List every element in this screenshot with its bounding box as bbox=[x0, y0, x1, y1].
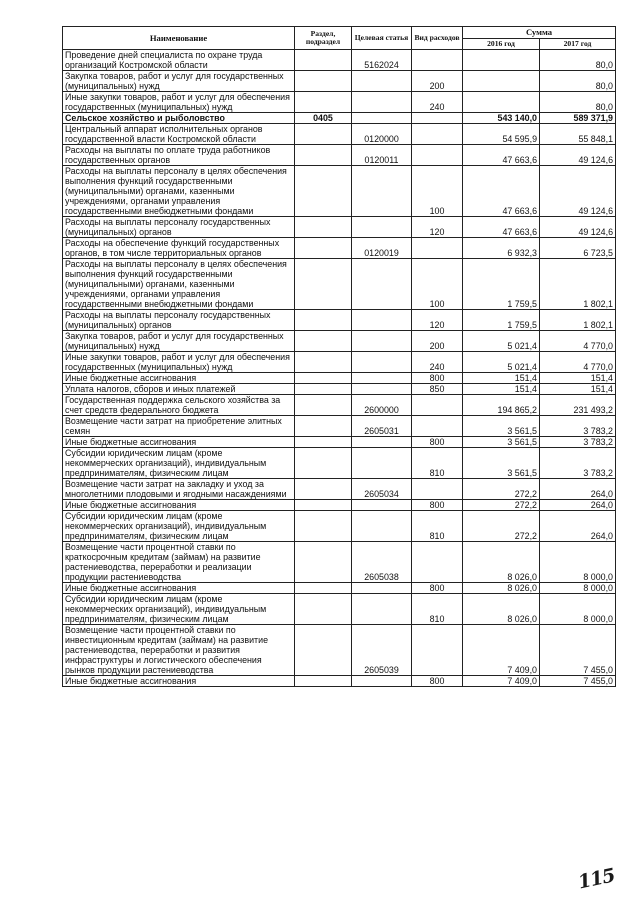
table-row bbox=[63, 511, 616, 542]
cell-type: 810 bbox=[412, 448, 463, 479]
cell-target bbox=[352, 384, 412, 395]
cell-type: 800 bbox=[412, 500, 463, 511]
table-row bbox=[63, 594, 616, 625]
cell-y2017: 231 493,2 bbox=[540, 395, 616, 416]
cell-y2017: 4 770,0 bbox=[540, 352, 616, 373]
cell-name: Расходы на выплаты персоналу государственных (муниципальных) органов bbox=[63, 217, 295, 238]
cell-target bbox=[352, 676, 412, 687]
cell-type bbox=[412, 113, 463, 124]
table-row bbox=[63, 310, 616, 331]
cell-type: 100 bbox=[412, 259, 463, 310]
table-row bbox=[63, 50, 616, 71]
cell-type bbox=[412, 145, 463, 166]
cell-y2017: 7 455,0 bbox=[540, 676, 616, 687]
table-row bbox=[63, 583, 616, 594]
cell-y2016: 54 595,9 bbox=[463, 124, 540, 145]
table-row bbox=[63, 259, 616, 310]
header-section: Раздел, подраздел bbox=[295, 27, 352, 50]
cell-section bbox=[295, 259, 352, 310]
cell-name: Сельское хозяйство и рыболовство bbox=[63, 113, 295, 124]
cell-type: 120 bbox=[412, 310, 463, 331]
cell-section bbox=[295, 92, 352, 113]
cell-name: Расходы на выплаты персоналу государственных (муниципальных) органов bbox=[63, 310, 295, 331]
cell-name: Уплата налогов, сборов и иных платежей bbox=[63, 384, 295, 395]
cell-type bbox=[412, 416, 463, 437]
cell-target: 0120000 bbox=[352, 124, 412, 145]
cell-section bbox=[295, 594, 352, 625]
cell-type bbox=[412, 479, 463, 500]
budget-table bbox=[62, 26, 616, 687]
header-sum: Сумма bbox=[463, 27, 616, 39]
cell-y2017: 49 124,6 bbox=[540, 217, 616, 238]
cell-section bbox=[295, 352, 352, 373]
cell-y2016: 3 561,5 bbox=[463, 416, 540, 437]
cell-target bbox=[352, 259, 412, 310]
cell-target bbox=[352, 113, 412, 124]
cell-name: Возмещение части затрат на приобретение элитных семян bbox=[63, 416, 295, 437]
cell-y2017: 151,4 bbox=[540, 373, 616, 384]
cell-y2016: 5 021,4 bbox=[463, 331, 540, 352]
cell-target bbox=[352, 594, 412, 625]
header-year-2017: 2017 год bbox=[540, 38, 616, 50]
table-row bbox=[63, 124, 616, 145]
cell-y2017: 8 000,0 bbox=[540, 583, 616, 594]
cell-section bbox=[295, 217, 352, 238]
table-row bbox=[63, 500, 616, 511]
cell-type: 120 bbox=[412, 217, 463, 238]
cell-y2016: 3 561,5 bbox=[463, 437, 540, 448]
table-row bbox=[63, 331, 616, 352]
cell-name: Расходы на выплаты персоналу в целях обеспечения выполнения функций государственными (муниципальными) органами, казенными учреждениями, органами управления государственными внебюджетными фондами bbox=[63, 166, 295, 217]
table-row bbox=[63, 479, 616, 500]
table-row bbox=[63, 625, 616, 676]
cell-y2017: 6 723,5 bbox=[540, 238, 616, 259]
cell-target: 0120019 bbox=[352, 238, 412, 259]
cell-name: Субсидии юридическим лицам (кроме некоммерческих организаций), индивидуальным предпринимателям, физическим лицам bbox=[63, 594, 295, 625]
cell-y2017: 80,0 bbox=[540, 71, 616, 92]
cell-y2016: 47 663,6 bbox=[463, 166, 540, 217]
cell-section bbox=[295, 437, 352, 448]
cell-y2016: 7 409,0 bbox=[463, 676, 540, 687]
cell-y2016: 543 140,0 bbox=[463, 113, 540, 124]
cell-section bbox=[295, 145, 352, 166]
cell-y2016 bbox=[463, 92, 540, 113]
cell-y2016: 194 865,2 bbox=[463, 395, 540, 416]
cell-y2017: 1 802,1 bbox=[540, 310, 616, 331]
cell-y2016: 151,4 bbox=[463, 384, 540, 395]
cell-section bbox=[295, 166, 352, 217]
table-row bbox=[63, 92, 616, 113]
cell-name: Возмещение части процентной ставки по краткосрочным кредитам (займам) на развитие растениеводства, переработки и реализации продукции растениеводства bbox=[63, 542, 295, 583]
table-row bbox=[63, 416, 616, 437]
cell-name: Иные бюджетные ассигнования bbox=[63, 437, 295, 448]
header-type: Вид расходов bbox=[412, 27, 463, 50]
cell-name: Иные бюджетные ассигнования bbox=[63, 500, 295, 511]
table-row bbox=[63, 676, 616, 687]
cell-target bbox=[352, 71, 412, 92]
cell-type bbox=[412, 50, 463, 71]
cell-name: Закупка товаров, работ и услуг для государственных (муниципальных) нужд bbox=[63, 71, 295, 92]
cell-name: Возмещение части затрат на закладку и уход за многолетними плодовыми и ягодными насаждениями bbox=[63, 479, 295, 500]
cell-target: 0120011 bbox=[352, 145, 412, 166]
cell-type: 810 bbox=[412, 594, 463, 625]
cell-y2016: 1 759,5 bbox=[463, 259, 540, 310]
cell-y2017: 49 124,6 bbox=[540, 145, 616, 166]
table-row bbox=[63, 145, 616, 166]
cell-target bbox=[352, 166, 412, 217]
table-row bbox=[63, 384, 616, 395]
cell-target bbox=[352, 92, 412, 113]
cell-y2016: 272,2 bbox=[463, 511, 540, 542]
table-row bbox=[63, 217, 616, 238]
cell-section bbox=[295, 50, 352, 71]
cell-target bbox=[352, 448, 412, 479]
cell-type bbox=[412, 395, 463, 416]
budget-table-sheet bbox=[62, 26, 615, 687]
cell-y2017: 264,0 bbox=[540, 479, 616, 500]
cell-section bbox=[295, 583, 352, 594]
cell-section bbox=[295, 542, 352, 583]
cell-type: 800 bbox=[412, 583, 463, 594]
cell-y2017: 589 371,9 bbox=[540, 113, 616, 124]
table-body bbox=[63, 50, 616, 687]
table-row bbox=[63, 448, 616, 479]
table-row bbox=[63, 71, 616, 92]
table-row bbox=[63, 373, 616, 384]
cell-name: Расходы на выплаты персоналу в целях обеспечения выполнения функций государственными (муниципальными) органами, казенными учреждениями, органами управления государственными внебюджетными фондами bbox=[63, 259, 295, 310]
cell-target: 2600000 bbox=[352, 395, 412, 416]
cell-y2016: 272,2 bbox=[463, 500, 540, 511]
cell-y2016: 1 759,5 bbox=[463, 310, 540, 331]
cell-y2017: 4 770,0 bbox=[540, 331, 616, 352]
cell-type: 200 bbox=[412, 331, 463, 352]
cell-y2016 bbox=[463, 50, 540, 71]
cell-type bbox=[412, 542, 463, 583]
cell-section bbox=[295, 676, 352, 687]
cell-y2017: 151,4 bbox=[540, 384, 616, 395]
cell-type: 240 bbox=[412, 352, 463, 373]
cell-y2016: 8 026,0 bbox=[463, 594, 540, 625]
cell-y2017: 264,0 bbox=[540, 511, 616, 542]
cell-name: Иные закупки товаров, работ и услуг для обеспечения государственных (муниципальных) нужд bbox=[63, 92, 295, 113]
cell-name: Субсидии юридическим лицам (кроме некоммерческих организаций), индивидуальным предпринимателям, физическим лицам bbox=[63, 448, 295, 479]
cell-y2017: 3 783,2 bbox=[540, 448, 616, 479]
cell-name: Иные бюджетные ассигнования bbox=[63, 676, 295, 687]
cell-y2016 bbox=[463, 71, 540, 92]
cell-name: Субсидии юридическим лицам (кроме некоммерческих организаций), индивидуальным предпринимателям, физическим лицам bbox=[63, 511, 295, 542]
cell-target bbox=[352, 511, 412, 542]
cell-section bbox=[295, 625, 352, 676]
cell-type bbox=[412, 238, 463, 259]
cell-section bbox=[295, 384, 352, 395]
cell-y2017: 3 783,2 bbox=[540, 437, 616, 448]
cell-y2016: 151,4 bbox=[463, 373, 540, 384]
table-row bbox=[63, 166, 616, 217]
cell-section bbox=[295, 331, 352, 352]
cell-y2016: 272,2 bbox=[463, 479, 540, 500]
cell-y2017: 3 783,2 bbox=[540, 416, 616, 437]
cell-section bbox=[295, 479, 352, 500]
cell-name: Государственная поддержка сельского хозяйства за счет средств федерального бюджета bbox=[63, 395, 295, 416]
cell-y2017: 8 000,0 bbox=[540, 542, 616, 583]
page-number: 115 bbox=[576, 864, 617, 894]
cell-target bbox=[352, 310, 412, 331]
cell-target bbox=[352, 583, 412, 594]
table-row bbox=[63, 113, 616, 124]
table-row bbox=[63, 238, 616, 259]
cell-target: 2605034 bbox=[352, 479, 412, 500]
cell-y2016: 5 021,4 bbox=[463, 352, 540, 373]
cell-y2017: 55 848,1 bbox=[540, 124, 616, 145]
cell-y2017: 7 455,0 bbox=[540, 625, 616, 676]
cell-section bbox=[295, 395, 352, 416]
table-row bbox=[63, 352, 616, 373]
cell-type: 850 bbox=[412, 384, 463, 395]
cell-type bbox=[412, 124, 463, 145]
cell-name: Возмещение части процентной ставки по инвестиционным кредитам (займам) на развитие растениеводства, переработки и развития инфраструктуры и логистического обеспечения рынков продукции растениеводства bbox=[63, 625, 295, 676]
cell-y2017: 8 000,0 bbox=[540, 594, 616, 625]
cell-y2016: 7 409,0 bbox=[463, 625, 540, 676]
cell-section bbox=[295, 448, 352, 479]
cell-type: 800 bbox=[412, 676, 463, 687]
cell-section bbox=[295, 416, 352, 437]
cell-section bbox=[295, 511, 352, 542]
cell-name: Расходы на выплаты по оплате труда работников государственных органов bbox=[63, 145, 295, 166]
cell-y2017: 1 802,1 bbox=[540, 259, 616, 310]
cell-y2016: 3 561,5 bbox=[463, 448, 540, 479]
cell-target bbox=[352, 437, 412, 448]
cell-section bbox=[295, 124, 352, 145]
cell-name: Иные бюджетные ассигнования bbox=[63, 373, 295, 384]
header-year-2016: 2016 год bbox=[463, 38, 540, 50]
table-row bbox=[63, 395, 616, 416]
cell-target bbox=[352, 331, 412, 352]
cell-target: 2605039 bbox=[352, 625, 412, 676]
cell-type: 800 bbox=[412, 373, 463, 384]
cell-y2017: 80,0 bbox=[540, 92, 616, 113]
cell-target: 2605038 bbox=[352, 542, 412, 583]
cell-y2016: 8 026,0 bbox=[463, 542, 540, 583]
cell-target bbox=[352, 500, 412, 511]
cell-name: Проведение дней специалиста по охране труда организаций Костромской области bbox=[63, 50, 295, 71]
cell-type: 100 bbox=[412, 166, 463, 217]
cell-section: 0405 bbox=[295, 113, 352, 124]
cell-type: 200 bbox=[412, 71, 463, 92]
cell-name: Центральный аппарат исполнительных органов государственной власти Костромской области bbox=[63, 124, 295, 145]
table-row bbox=[63, 542, 616, 583]
cell-y2016: 6 932,3 bbox=[463, 238, 540, 259]
cell-name: Иные закупки товаров, работ и услуг для обеспечения государственных (муниципальных) нужд bbox=[63, 352, 295, 373]
table-row bbox=[63, 437, 616, 448]
cell-section bbox=[295, 310, 352, 331]
cell-type bbox=[412, 625, 463, 676]
cell-target bbox=[352, 373, 412, 384]
cell-y2016: 8 026,0 bbox=[463, 583, 540, 594]
cell-section bbox=[295, 238, 352, 259]
cell-name: Закупка товаров, работ и услуг для государственных (муниципальных) нужд bbox=[63, 331, 295, 352]
cell-section bbox=[295, 71, 352, 92]
cell-y2016: 47 663,6 bbox=[463, 145, 540, 166]
header-target: Целевая статья bbox=[352, 27, 412, 50]
header-name: Наименование bbox=[63, 27, 295, 50]
cell-type: 240 bbox=[412, 92, 463, 113]
cell-target: 5162024 bbox=[352, 50, 412, 71]
cell-section bbox=[295, 373, 352, 384]
cell-target: 2605031 bbox=[352, 416, 412, 437]
cell-target bbox=[352, 217, 412, 238]
cell-type: 810 bbox=[412, 511, 463, 542]
cell-name: Иные бюджетные ассигнования bbox=[63, 583, 295, 594]
cell-target bbox=[352, 352, 412, 373]
cell-section bbox=[295, 500, 352, 511]
cell-name: Расходы на обеспечение функций государственных органов, в том числе территориальных органов bbox=[63, 238, 295, 259]
cell-y2017: 80,0 bbox=[540, 50, 616, 71]
cell-type: 800 bbox=[412, 437, 463, 448]
cell-y2017: 264,0 bbox=[540, 500, 616, 511]
cell-y2017: 49 124,6 bbox=[540, 166, 616, 217]
cell-y2016: 47 663,6 bbox=[463, 217, 540, 238]
